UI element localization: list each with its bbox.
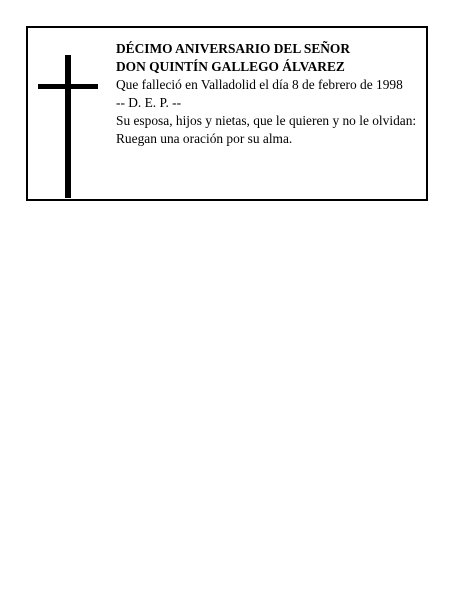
notice-text bbox=[116, 40, 426, 148]
family-line: Su esposa, hijos y nietas, que le quieren y no le olvidan: bbox=[116, 113, 417, 128]
cross-vertical-bar bbox=[65, 55, 71, 198]
heading-line-2: DON QUINTÍN GALLEGO ÁLVAREZ bbox=[116, 59, 345, 74]
prayer-request: Ruegan una oración por su alma. bbox=[116, 131, 293, 146]
heading-line-1: DÉCIMO ANIVERSARIO DEL SEÑOR bbox=[116, 41, 351, 56]
latin-cross-icon bbox=[38, 55, 98, 198]
death-info: Que falleció en Valladolid el día 8 de febrero de 1998 bbox=[116, 77, 403, 92]
dep-line: -- D. E. P. -- bbox=[116, 95, 182, 110]
cross-horizontal-bar bbox=[38, 84, 98, 89]
obituary-notice bbox=[26, 26, 428, 201]
